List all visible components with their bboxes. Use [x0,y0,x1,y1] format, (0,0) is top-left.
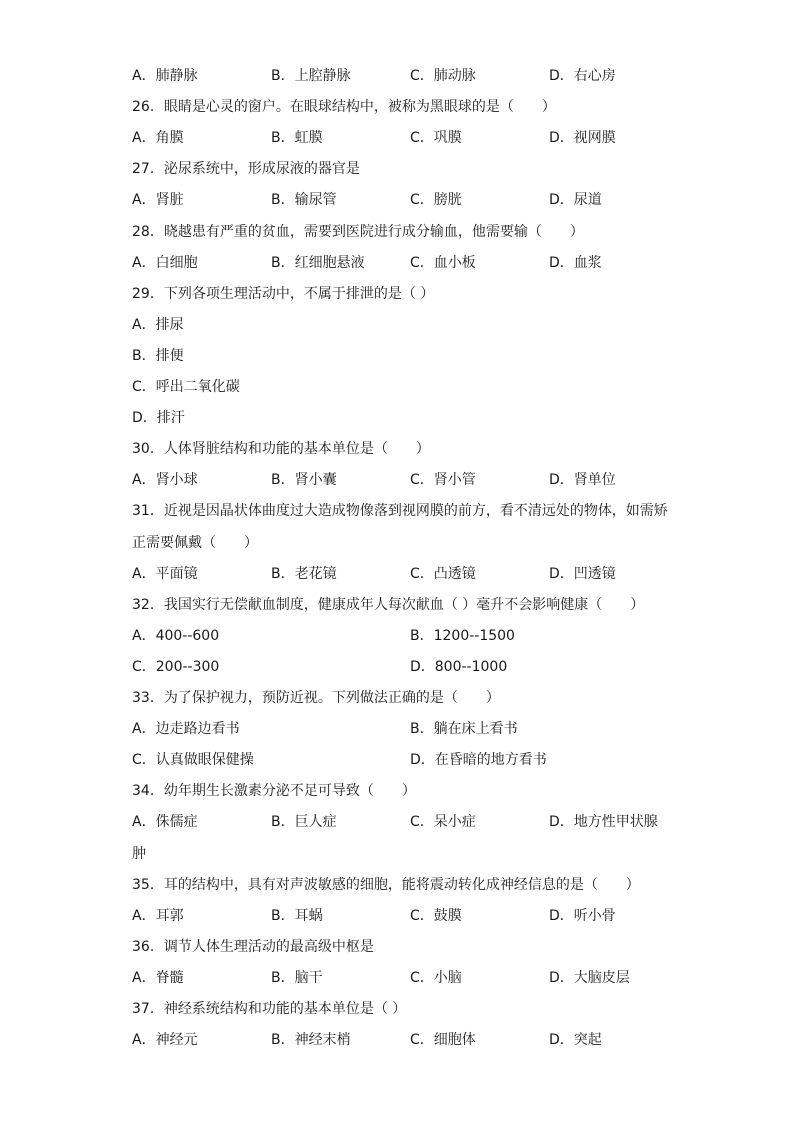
text-line: 30．人体肾脏结构和功能的基本单位是（ ） [132,441,430,458]
answer-option: C．膀胱 [410,192,462,209]
answer-option: A．耳郭 [132,907,184,924]
answer-option: C．肾小管 [410,472,476,489]
answer-option: B．虹膜 [271,130,323,147]
text-line: 29．下列各项生理活动中，不属于排泄的是（ ） [132,285,435,302]
answer-option: A．400--600 [132,627,220,644]
answer-option: D．视网膜 [549,130,616,147]
text-line: 27．泌尿系统中，形成尿液的器官是 [132,161,360,178]
answer-option: A．边走路边看书 [132,721,240,738]
text-line: 34．幼年期生长激素分泌不足可导致（ ） [132,783,416,800]
answer-option: A．平面镜 [132,565,198,582]
text-line: B．排便 [132,347,184,364]
answer-option: A．白细胞 [132,254,198,271]
text-line: A．排尿 [132,316,184,333]
answer-option: B．脑干 [271,969,323,986]
text-line: 31．近视是因晶状体曲度过大造成物像落到视网膜的前方，看不清远处的物体，如需矫 [132,503,668,520]
answer-option: D．地方性甲状腺 [549,814,658,831]
text-line: C．呼出二氧化碳 [132,379,240,395]
answer-option: A．神经元 [132,1032,198,1049]
answer-option: D．听小骨 [549,907,616,924]
answer-option: D．800--1000 [410,658,508,675]
answer-option: A．肾脏 [132,192,184,209]
answer-option: A．肺静脉 [132,68,198,84]
answer-option: C．小脑 [410,969,462,986]
answer-option: D．突起 [549,1032,602,1049]
answer-option: A．肾小球 [132,472,198,489]
answer-option: A．角膜 [132,130,184,147]
answer-option: C．200--300 [132,658,220,675]
answer-option: B．巨人症 [271,814,337,831]
answer-option: B．躺在床上看书 [410,721,518,738]
answer-option: D．尿道 [549,192,602,209]
answer-option: B．耳蜗 [271,907,323,924]
answer-option: B．红细胞悬液 [271,254,365,271]
text-line: 37．神经系统结构和功能的基本单位是（ ） [132,1001,407,1017]
answer-option: B．输尿管 [271,192,337,209]
answer-option: C．呆小症 [410,814,476,831]
text-line: D．排汗 [132,410,185,427]
answer-option: D．在昏暗的地方看书 [410,752,547,769]
text-line: 36．调节人体生理活动的最高级中枢是 [132,938,374,955]
answer-option: C．凸透镜 [410,565,476,582]
text-line: 肿 [132,845,146,862]
answer-option: B．肾小囊 [271,472,337,489]
answer-option: B．神经末梢 [271,1032,351,1049]
answer-option: A．脊髓 [132,969,184,986]
answer-option: C．细胞体 [410,1032,476,1049]
answer-option: C．认真做眼保健操 [132,752,254,769]
answer-option: D．血浆 [549,254,602,271]
text-line: 32．我国实行无偿献血制度，健康成年人每次献血（ ）毫升不会影响健康（ ） [132,596,645,613]
answer-option: B．上腔静脉 [271,68,351,84]
text-line: 正需要佩戴（ ） [132,534,258,551]
text-line: 33．为了保护视力，预防近视。下列做法正确的是（ ） [132,690,500,706]
answer-option: B．1200--1500 [410,627,515,644]
answer-option: D．凹透镜 [549,565,616,582]
answer-option: D．大脑皮层 [549,969,630,986]
text-line: 35．耳的结构中，具有对声波敏感的细胞，能将震动转化成神经信息的是（ ） [132,876,640,893]
answer-option: D．肾单位 [549,472,616,489]
answer-option: C．鼓膜 [410,907,462,924]
text-line: 28．晓越患有严重的贫血，需要到医院进行成分输血，他需要输（ ） [132,223,584,240]
answer-option: B．老花镜 [271,565,337,582]
answer-option: D．右心房 [549,68,616,84]
answer-option: A．侏儒症 [132,814,198,831]
answer-option: C．肺动脉 [410,68,476,84]
answer-option: C．巩膜 [410,130,462,147]
text-line: 26．眼睛是心灵的窗户。在眼球结构中，被称为黑眼球的是（ ） [132,99,556,116]
answer-option: C．血小板 [410,254,476,271]
